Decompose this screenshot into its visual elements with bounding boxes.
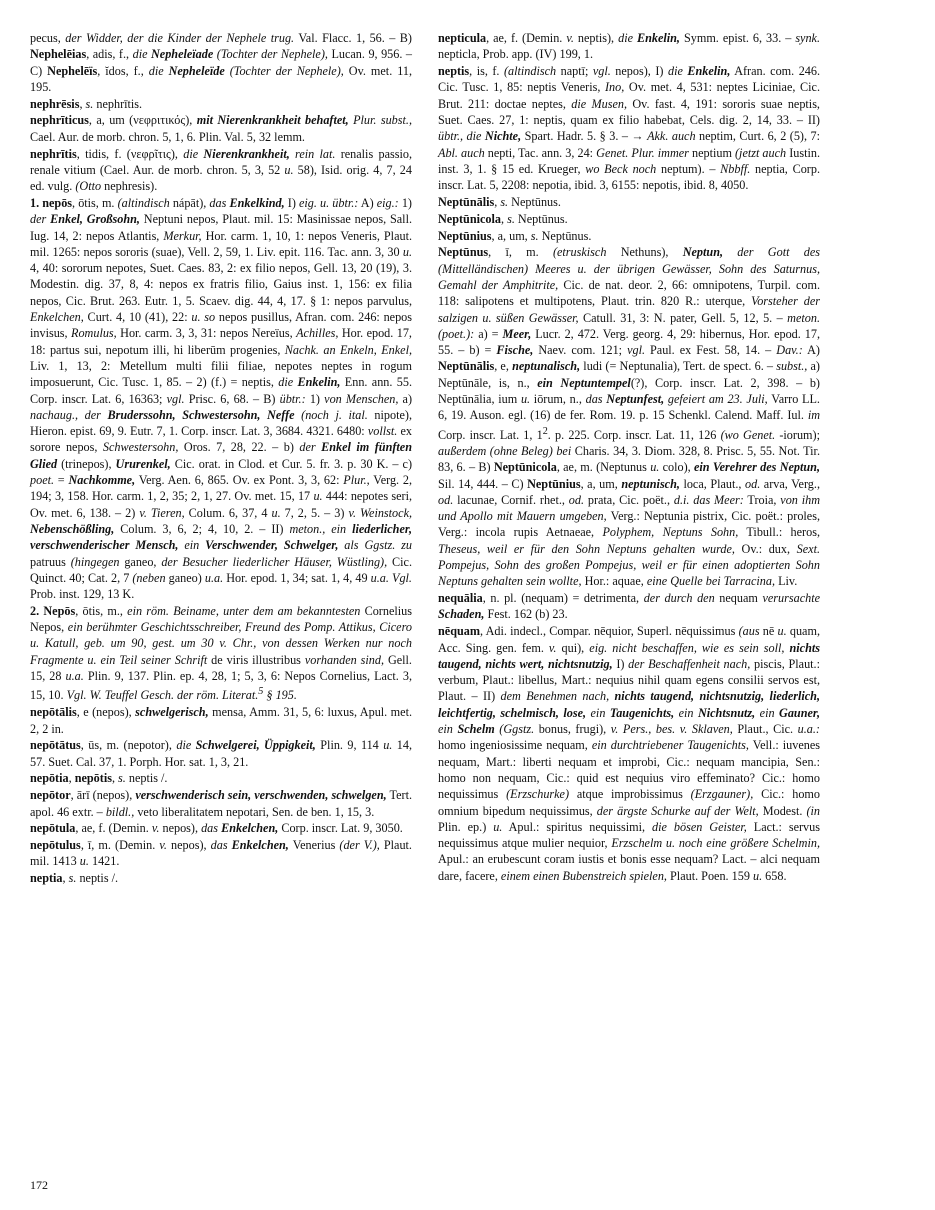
dictionary-entry: nepōtor, ārī (nepos), verschwenderisch sein, verschwenden, schwelgen, Tert. apol. 46 extr. – bildl., veto liberalitatem nepotari, Sen. de ben. 1, 15, 3. bbox=[30, 788, 413, 819]
dictionary-entry: nepōtulus, ī, m. (Demin. v. nepos), das Enkelchen, Venerius (der V.), Plaut. mil. 1413 u. 1421. bbox=[30, 838, 412, 869]
dictionary-entry: nepōtula, ae, f. (Demin. v. nepos), das Enkelchen, Corp. inscr. Lat. 9, 3050. bbox=[30, 821, 403, 836]
left-column bbox=[30, 30, 412, 887]
dictionary-entry: nepticula, ae, f. (Demin. v. neptis), die Enkelin, Symm. epist. 6, 33. – synk. nepticla, Prob. app. (IV) 199, 1. bbox=[438, 31, 821, 62]
dictionary-entry: 1. nepōs, ōtis, m. (altindisch nápāt), das Enkelkind, I) eig. u. übtr.: A) eig.: 1) der Enkel, Großsohn, Neptuni nepos, Plaut. mil. 15: Masinissae nepos, Sall. Iug. 14, 2: nepos Atlantis, Merkur, Hor. carm. 1, 10, 1: nepos Veneris, Plaut. mil. 1265: nepos sororis (suae), Vell. 2, 59, 1. Liv. epit. 116. Tac. ann. 3, 30 u. 4, 40: sororum nepotes, Suet. Caes. 83, 2: ex filio nepos, Gell. 13, 20 (19), 3. Modestin. dig. 37, 8, 4: nepos ex fratris filio, Gaius inst. 1, 156: ex filia nepos, Cic. Brut. 263. Eutr. 1, 5. Scaev. dig. 44, 4, 17. § 1: nepos parvulus, Enkelchen, Curt. 4, 10 (41), 22: u. so nepos pusillus, Afran. com. 246: nepos invisus, Romulus, Hor. carm. 3, 3, 31: nepos Nereïus, Achilles, Hor. epod. 17, 18: partus sui, nepotum illi, hi liberūm progenies, Nachk. an Enkeln, Enkel, Liv. 1, 13, 2: Metellum multi filii filiae, nepotes neptes in rogum imposuerunt, Cic. Tusc. 1, 85. – 2) (f.) = neptis, die Enkelin, Enn. ann. 55. Corp. inscr. Lat. 6, 16363; vgl. Prisc. 6, 68. – B) übtr.: 1) von Menschen, a) nachaug., der Bruderssohn, Schwestersohn, Neffe (noch j. ital. nipote), Hieron. epist. 69, 9. Eutr. 7, 1. Corp. inscr. Lat. 3, 3684. 4321. 6480: vollst. ex sorore nepos, Schwestersohn, Oros. 7, 28, 22. – b) der Enkel im fünften Glied (trinepos), Ururenkel, Cic. orat. in Clod. et Cur. 5. fr. 3. p. 30 K. – c) poet. = Nachkomme, Verg. Aen. 6, 865. Ov. ex Pont. 3, 3, 62: Plur., Verg. 2, 194; 3, 158. Hor. carm. 1, 2, 35; 2, 1, 27. Ov. met. 15, 17 u. 444: nepotes seri, Ov. met. 6, 138. – 2) v. Tieren, Colum. 6, 37, 4 u. 7, 2, 5. – 3) v. Weinstock, Nebenschößling, Colum. 3, 6, 2; 4, 10, 2. – II) meton., ein liederlicher, verschwenderischer Mensch, ein Verschwender, Schwelger, als Ggstz. zu patruus (hingegen ganeo, der Besucher liederlicher Häuser, Wüstling), Cic. Quinct. 40; Cat. 2, 7 (neben ganeo) u.a. Hor. epod. 1, 34; sat. 1, 4, 49 u.a. Vgl. Prob. inst. 129, 13 K. bbox=[30, 195, 413, 602]
dictionary-entry: Neptūnālis, s. Neptūnus. bbox=[438, 194, 561, 209]
dictionary-entry: nephrēsis, s. nephrītis. bbox=[30, 96, 143, 111]
dictionary-entry: pecus, der Widder, der die Kinder der Nephele trug. Val. Flacc. 1, 56. – B) Nephelēias, adis, f., die Nepheleïade (Tochter der Nephele), Lucan. 9, 956. – C) Nephelēïs, ĭdos, f., die Nepheleïde (Tochter der Nephele), Ov. met. 11, 195. bbox=[30, 31, 413, 94]
dictionary-entry: neptis, is, f. (altindisch naptī; vgl. nepos), I) die Enkelin, Afran. com. 246. Cic. Tusc. 1, 85: neptis Veneris, Ino, Ov. met. 4, 531: neptes Liciniae, Cic. Brut. 211: doctae neptes, die Musen, Ov. fast. 4, 191: sororis suae neptis, Suet. Caes. 27, 1: neptis, quam ex filio habebat, Cels. dig. 2, 14, 33. – II) übtr., die Nichte, Spart. Hadr. 5. § 3. – → Akk. auch neptim, Curt. 6, 2 (5), 7: Abl. auch nepti, Tac. ann. 3, 24: Genet. Plur. immer neptium (jetzt auch Iustin. inst. 3, 1. § 15 ed. Krueger, wo Beck noch neptum). – Nbbff. neptia, Corp. inscr. Lat. 5, 2208: nepotia, ibid. 3, 6155: nepotis, ibid. 8, 4050. bbox=[438, 64, 821, 193]
dictionary-entry: nephrīticus, a, um (νεφριτικός), mit Nierenkrankheit behaftet, Plur. subst., Cael. Aur. de morb. chron. 5, 1, 6. Plin. Val. 5, 32 lemm. bbox=[30, 113, 412, 144]
dictionary-entry: nepōtātus, ūs, m. (nepotor), die Schwelgerei, Üppigkeit, Plin. 9, 114 u. 14, 57. Suet. Cal. 37, 1. Porph. Hor. sat. 1, 3, 21. bbox=[30, 738, 412, 769]
dictionary-entry: 2. Nepōs, ōtis, m., ein röm. Beiname, unter dem am bekanntesten Cornelius Nepos, ein berühmter Geschichtsschreiber, Freund des Pomp. Attikus, Cicero u. Katull, geb. um 90, gest. um 30 v. Chr., von dessen Werken nur noch Fragmente u. ein Teil seiner Schrift de viris illustribus vorhanden sind, Gell. 15, 28 u.a. Plin. 9, 137. Plin. ep. 4, 28, 1; 5, 3, 6: Nepos Cornelius, Lact. 3, 15, 10. Vgl. W. Teuffel Gesch. der röm. Literat.$^5$ § 195. bbox=[30, 603, 413, 703]
dictionary-entry: nequālia, n. pl. (nequam) = detrimenta, der durch den nequam verursachte Schaden, Fest. 162 (b) 23. bbox=[438, 591, 820, 622]
dictionary-entry: Neptūnus, ī, m. (etruskisch Nethuns), Neptun, der Gott des (Mittelländischen) Meeres u. der übrigen Gewässer, Sohn des Saturnus, Gemahl der Amphitrite, Cic. de nat. deor. 2, 66: omnipotens, Turpil. com. 118: salipotens et multipotens, Plaut. trin. 820 R.: uterque, Vorsteher der salzigen u. süßen Gewässer, Catull. 31, 3: N. pater, Gell. 5, 12, 5. – meton. (poet.): a) = Meer, Lucr. 2, 472. Verg. georg. 4, 29: hibernus, Hor. epod. 17, 55. – b) = Fische, Naev. com. 121; vgl. Paul. ex Fest. 58, 14. – Dav.: A) Neptūnālis, e, neptunalisch, ludi (= Neptunalia), Tert. de spect. 6. – subst., a) Neptūnāle, is, n., ein Neptuntempel(?), Corp. inscr. Lat. 2, 398. – b) Neptūnālia, ium u. iōrum, n., das Neptunfest, gefeiert am 23. Juli, Varro LL. 6, 19. Auson. egl. (16) de fer. Rom. 19. p. 15 Schenkl. Calend. Maff. Iul. im Corp. inscr. Lat. 1, $1^2$. p. 225. Corp. inscr. Lat. 11, 126 (wo Genet. -iorum); außerdem (ohne Beleg) bei Charis. 34, 3. Diom. 328, 8. Prisc. 5, 55. Not. Tir. 83, 6. – B) Neptūnicola, ae, m. (Neptunus u. colo), ein Verehrer des Neptun, Sil. 14, 444. – C) Neptūnius, a, um, neptunisch, loca, Plaut., od. arva, Verg., od. lacunae, Cornif. rhet., od. prata, Cic. poët., d.i. das Meer: Troia, von ihm und Apollo mit Mauern umgeben, Verg.: Neptunia pistrix, Cic. poët.: proles, Verg.: incola rupis Aetnaeae, Polyphem, Neptuns Sohn, Tibull.: heros, Theseus, weil er für den Sohn Neptuns gehalten wurde, Ov.: dux, Sext. Pompejus, Sohn des großen Pompejus, weil er für einen adoptierten Sohn Neptuns gehalten sein wollte, Hor.: aquae, eine Quelle bei Tarracina, Liv. bbox=[438, 245, 821, 589]
dictionary-entry: Neptūnicola, s. Neptūnus. bbox=[438, 211, 568, 226]
dictionary-entry: nepōtālis, e (nepos), schwelgerisch, mensa, Amm. 31, 5, 6: luxus, Apul. met. 2, 2 in. bbox=[30, 705, 412, 736]
dictionary-entry: nēquam, Adi. indecl., Compar. nēquior, Superl. nēquissimus (aus nē u. quam, Acc. Sing. gen. fem. v. qui), eig. nicht beschaffen, wie es sein soll, nichts taugend, nichts wert, nichtsnutzig, I) der Beschaffenheit nach, piscis, Plaut.: verbum, Plaut.: libellus, Mart.: nequius nihil quam egens consilii servos est, Plaut. – II) dem Benehmen nach, nichts taugend, nichtsnutzig, liederlich, leichtfertig, schelmisch, lose, ein Taugenichts, ein Nichtsnutz, ein Gauner, ein Schelm (Ggstz. bonus, frugi), v. Pers., bes. v. Sklaven, Plaut., Cic. u.a.: homo ingeniosissime nequam, ein durchtriebener Taugenichts, Vell.: iuvenes nequam, Mart.: liberti nequam et improbi, Cic.: nequam mancipia, Sen.: homo non nequam, Cic.: quid est nequius viro effeminato? Cic.: homo nequissimus (Erzschurke) atque improbissimus (Erzgauner), Cic.: homo omnium bipedum nequissimus, der ärgste Schurke auf der Welt, Modest. (in Plin. ep.) u. Apul.: spiritus nequissimi, die bösen Geister, Lact.: servus nequissimus atque mulier nequior, Erzschelm u. noch eine größere Schelmin, Apul.: an erubescunt coram iustis et bonis esse nequam? Lact. – alci nequam dare, facere, einem einen Bubenstreich spielen, Plaut. Poen. 159 u. 658. bbox=[438, 624, 821, 883]
dictionary-entry: nepōtia, nepōtis, s. neptis /. bbox=[30, 771, 168, 786]
dictionary-entry: neptia, s. neptis /. bbox=[30, 871, 119, 886]
dictionary-entry: nephrītis, tidis, f. (νεφρῖτις), die Nierenkrankheit, rein lat. renalis passio, renale vitium (Cael. Aur. de morb. chron. 5, 3, 52 u. 58), Isid. orig. 4, 7, 24 ed. vulg. (Otto nephresis). bbox=[30, 146, 412, 194]
page-number: 172 bbox=[30, 1178, 48, 1192]
dictionary-entry: Neptūnius, a, um, s. Neptūnus. bbox=[438, 228, 592, 243]
right-column bbox=[438, 30, 820, 885]
